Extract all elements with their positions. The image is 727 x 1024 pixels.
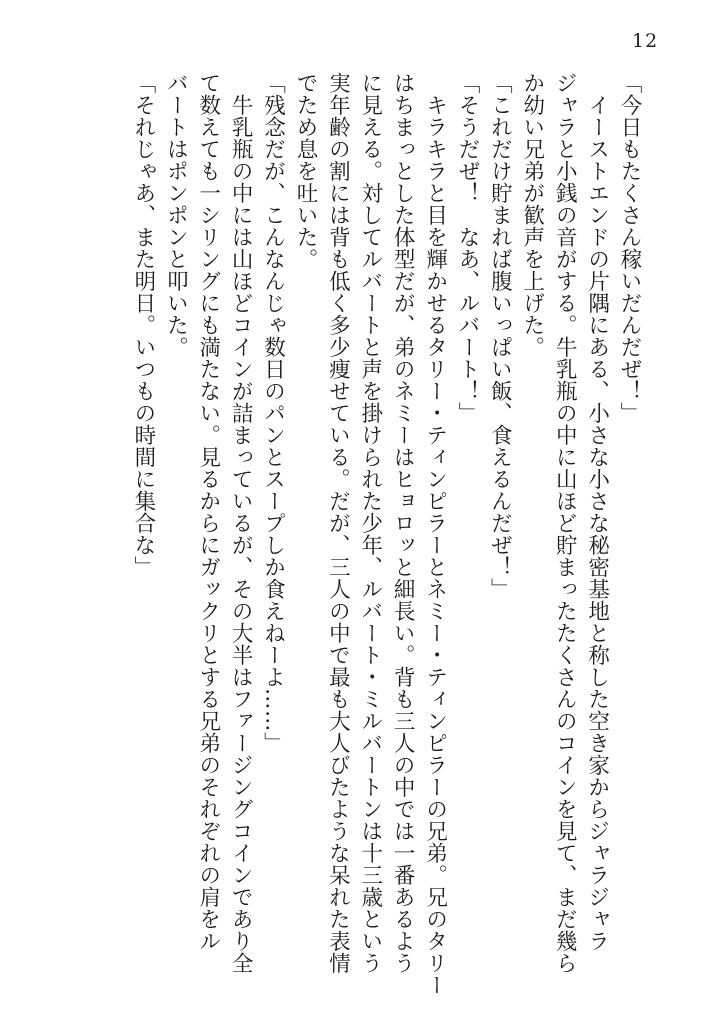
page-number: 12 xyxy=(632,30,659,52)
text-line: か幼い兄弟が歓声を上げた。 xyxy=(519,72,545,358)
text-line: キラキラと目を輝かせるタリー・ティンピラーとネミー・ティンピラーの兄弟。兄のタリー xyxy=(422,72,448,996)
vertical-text-body xyxy=(127,72,646,996)
text-line: はちまっとした体型だが、弟のネミーはヒョロッと細長い。背も三人の中では一番あるよう xyxy=(390,72,416,974)
text-line: でため息を吐いた。 xyxy=(292,72,318,270)
text-line: 「それじゃあ、また明日。いつもの時間に集合な」 xyxy=(130,72,156,578)
text-line: 「今日もたくさん稼いだんだぜ！」 xyxy=(617,72,642,424)
text-line: に見える。対してルバートと声を掛けられた少年、ルバート・ミルバートンは十三歳という xyxy=(357,72,383,974)
text-line: イーストエンドの片隅にある、小さな小さな秘密基地と称した空き家からジャラジャラ xyxy=(584,72,610,952)
text-line: て数えても一シリングにも満たない。見るからにガックリとする兄弟のそれぞれの肩をル xyxy=(195,72,221,952)
text-line: 「これだけ貯まれば腹いっぱい飯、食えるんだぜ！」 xyxy=(487,72,513,600)
text-line: 牛乳瓶の中には山ほどコインが詰まっているが、その大半はファージングコインであり全 xyxy=(228,72,254,974)
text-line: 実年齢の割には背も低く多少痩せている。だが、三人の中で最も大人びたような呆れた表情 xyxy=(325,72,351,974)
text-line: 「残念だが、こんなんじゃ数日のパンとスープしか食えねーよ……」 xyxy=(260,72,286,754)
text-line: 「そうだぜ！ なあ、ルバート！」 xyxy=(454,72,480,424)
text-line: バートはポンポンと叩いた。 xyxy=(163,72,189,358)
text-line: ジャラと小銭の音がする。牛乳瓶の中に山ほど貯まったたくさんのコインを見て、まだ幾ら xyxy=(552,72,578,974)
